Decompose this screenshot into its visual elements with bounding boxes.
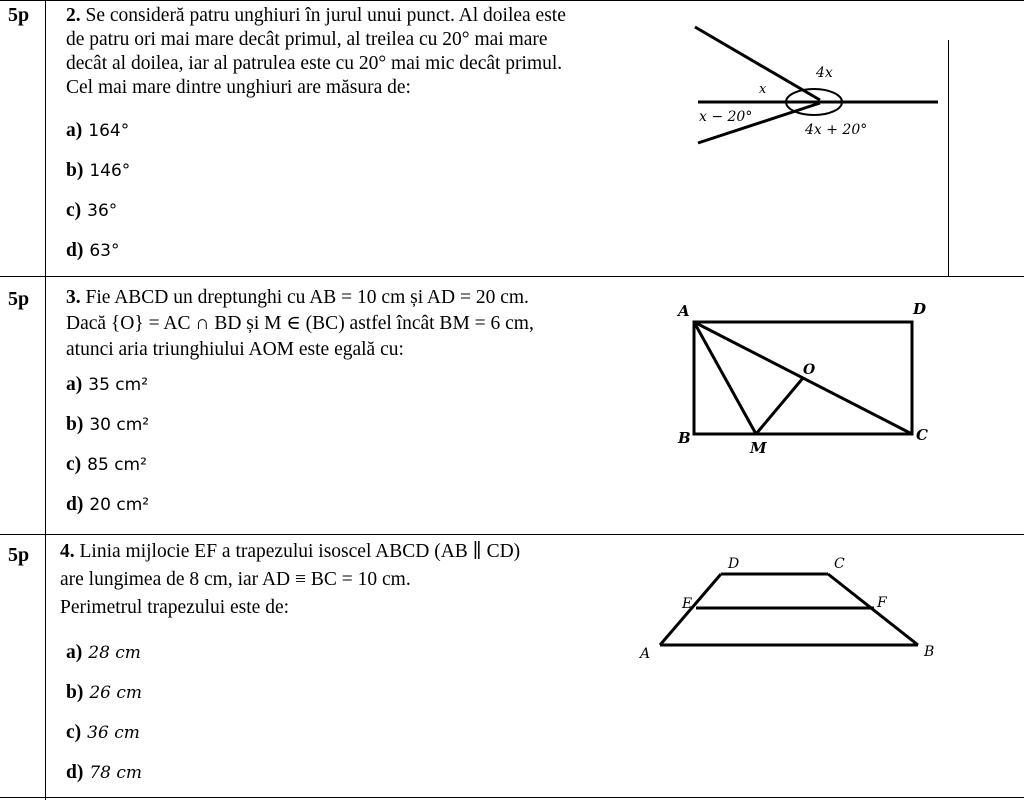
vertex-label: A: [678, 302, 690, 320]
answer-option-a[interactable]: a) 28 cm: [66, 642, 141, 663]
statement-line: 2. Se consideră patru unghiuri în jurul unui punct. Al doilea este: [66, 5, 566, 26]
row-divider-1: [0, 276, 1024, 277]
angle-label: x − 20°: [699, 109, 753, 125]
vertex-label: E: [682, 596, 693, 612]
vertex-label: M: [750, 439, 767, 457]
points-label: 5p: [8, 288, 30, 310]
angle-label: 4x + 20°: [805, 122, 868, 138]
angle-label: x: [759, 82, 767, 97]
statement-line: Cel mai mare dintre unghiuri are măsura de:: [66, 77, 411, 98]
points-label: 5p: [8, 544, 30, 566]
trapezoid-figure: [636, 552, 946, 667]
row-divider-2: [0, 534, 1024, 535]
vertex-label: A: [640, 646, 651, 662]
vertex-label: D: [913, 300, 927, 318]
statement-line: atunci aria triunghiului AOM este egală cu:: [66, 339, 404, 360]
vertex-label: F: [877, 595, 887, 611]
statement-line: de patru ori mai mare decât primul, al treilea cu 20° mai mare: [66, 29, 548, 50]
answer-option-d[interactable]: d) 63°: [66, 240, 120, 261]
vertex-label: D: [728, 556, 740, 572]
vertex-label: C: [834, 556, 845, 572]
statement-line: are lungimea de 8 cm, iar AD ≡ BC = 10 cm.: [60, 569, 411, 590]
points-label: 5p: [8, 4, 30, 26]
answer-option-a[interactable]: a) 35 cm²: [66, 374, 149, 395]
vertex-label: B: [678, 429, 691, 447]
statement-line: 4. Linia mijlocie EF a trapezului isoscel ABCD (AB ∥ CD): [60, 541, 521, 562]
answer-option-c[interactable]: c) 36°: [66, 200, 118, 221]
answer-option-b[interactable]: b) 146°: [66, 160, 131, 181]
statement-line: 3. Fie ABCD un dreptunghi cu AB = 10 cm și AD = 20 cm.: [66, 287, 529, 308]
problem-number: 3.: [66, 287, 81, 308]
vertex-label: C: [916, 426, 928, 444]
angles-figure: [690, 15, 950, 145]
rectangle-figure: [670, 296, 950, 466]
answer-option-c[interactable]: c) 85 cm²: [66, 454, 147, 475]
table-bottom-border: [0, 797, 1024, 798]
problem-3-statement: [66, 286, 534, 362]
problem-2-statement: [66, 4, 566, 100]
points-column-divider: [45, 0, 46, 800]
statement-line: Dacă {O} = AC ∩ BD și M ∈ (BC) astfel încât BM = 6 cm,: [66, 313, 534, 334]
answer-option-a[interactable]: a) 164°: [66, 120, 130, 141]
answer-option-b[interactable]: b) 30 cm²: [66, 414, 150, 435]
problem-4-statement: [60, 540, 520, 620]
answer-option-c[interactable]: c) 36 cm: [66, 722, 140, 743]
angle-label: 4x: [816, 65, 833, 81]
problem-number: 4.: [60, 541, 75, 562]
statement-line: Perimetrul trapezului este de:: [60, 597, 290, 618]
answer-option-d[interactable]: d) 20 cm²: [66, 494, 150, 515]
answer-option-d[interactable]: d) 78 cm: [66, 762, 143, 783]
table-top-border: [0, 0, 1024, 1]
answer-option-b[interactable]: b) 26 cm: [66, 682, 143, 703]
vertex-label: O: [803, 362, 816, 378]
vertex-label: B: [924, 644, 935, 660]
problem-number: 2.: [66, 5, 81, 26]
statement-line: decât al doilea, iar al patrulea este cu 20° mai mic decât primul.: [66, 53, 563, 74]
